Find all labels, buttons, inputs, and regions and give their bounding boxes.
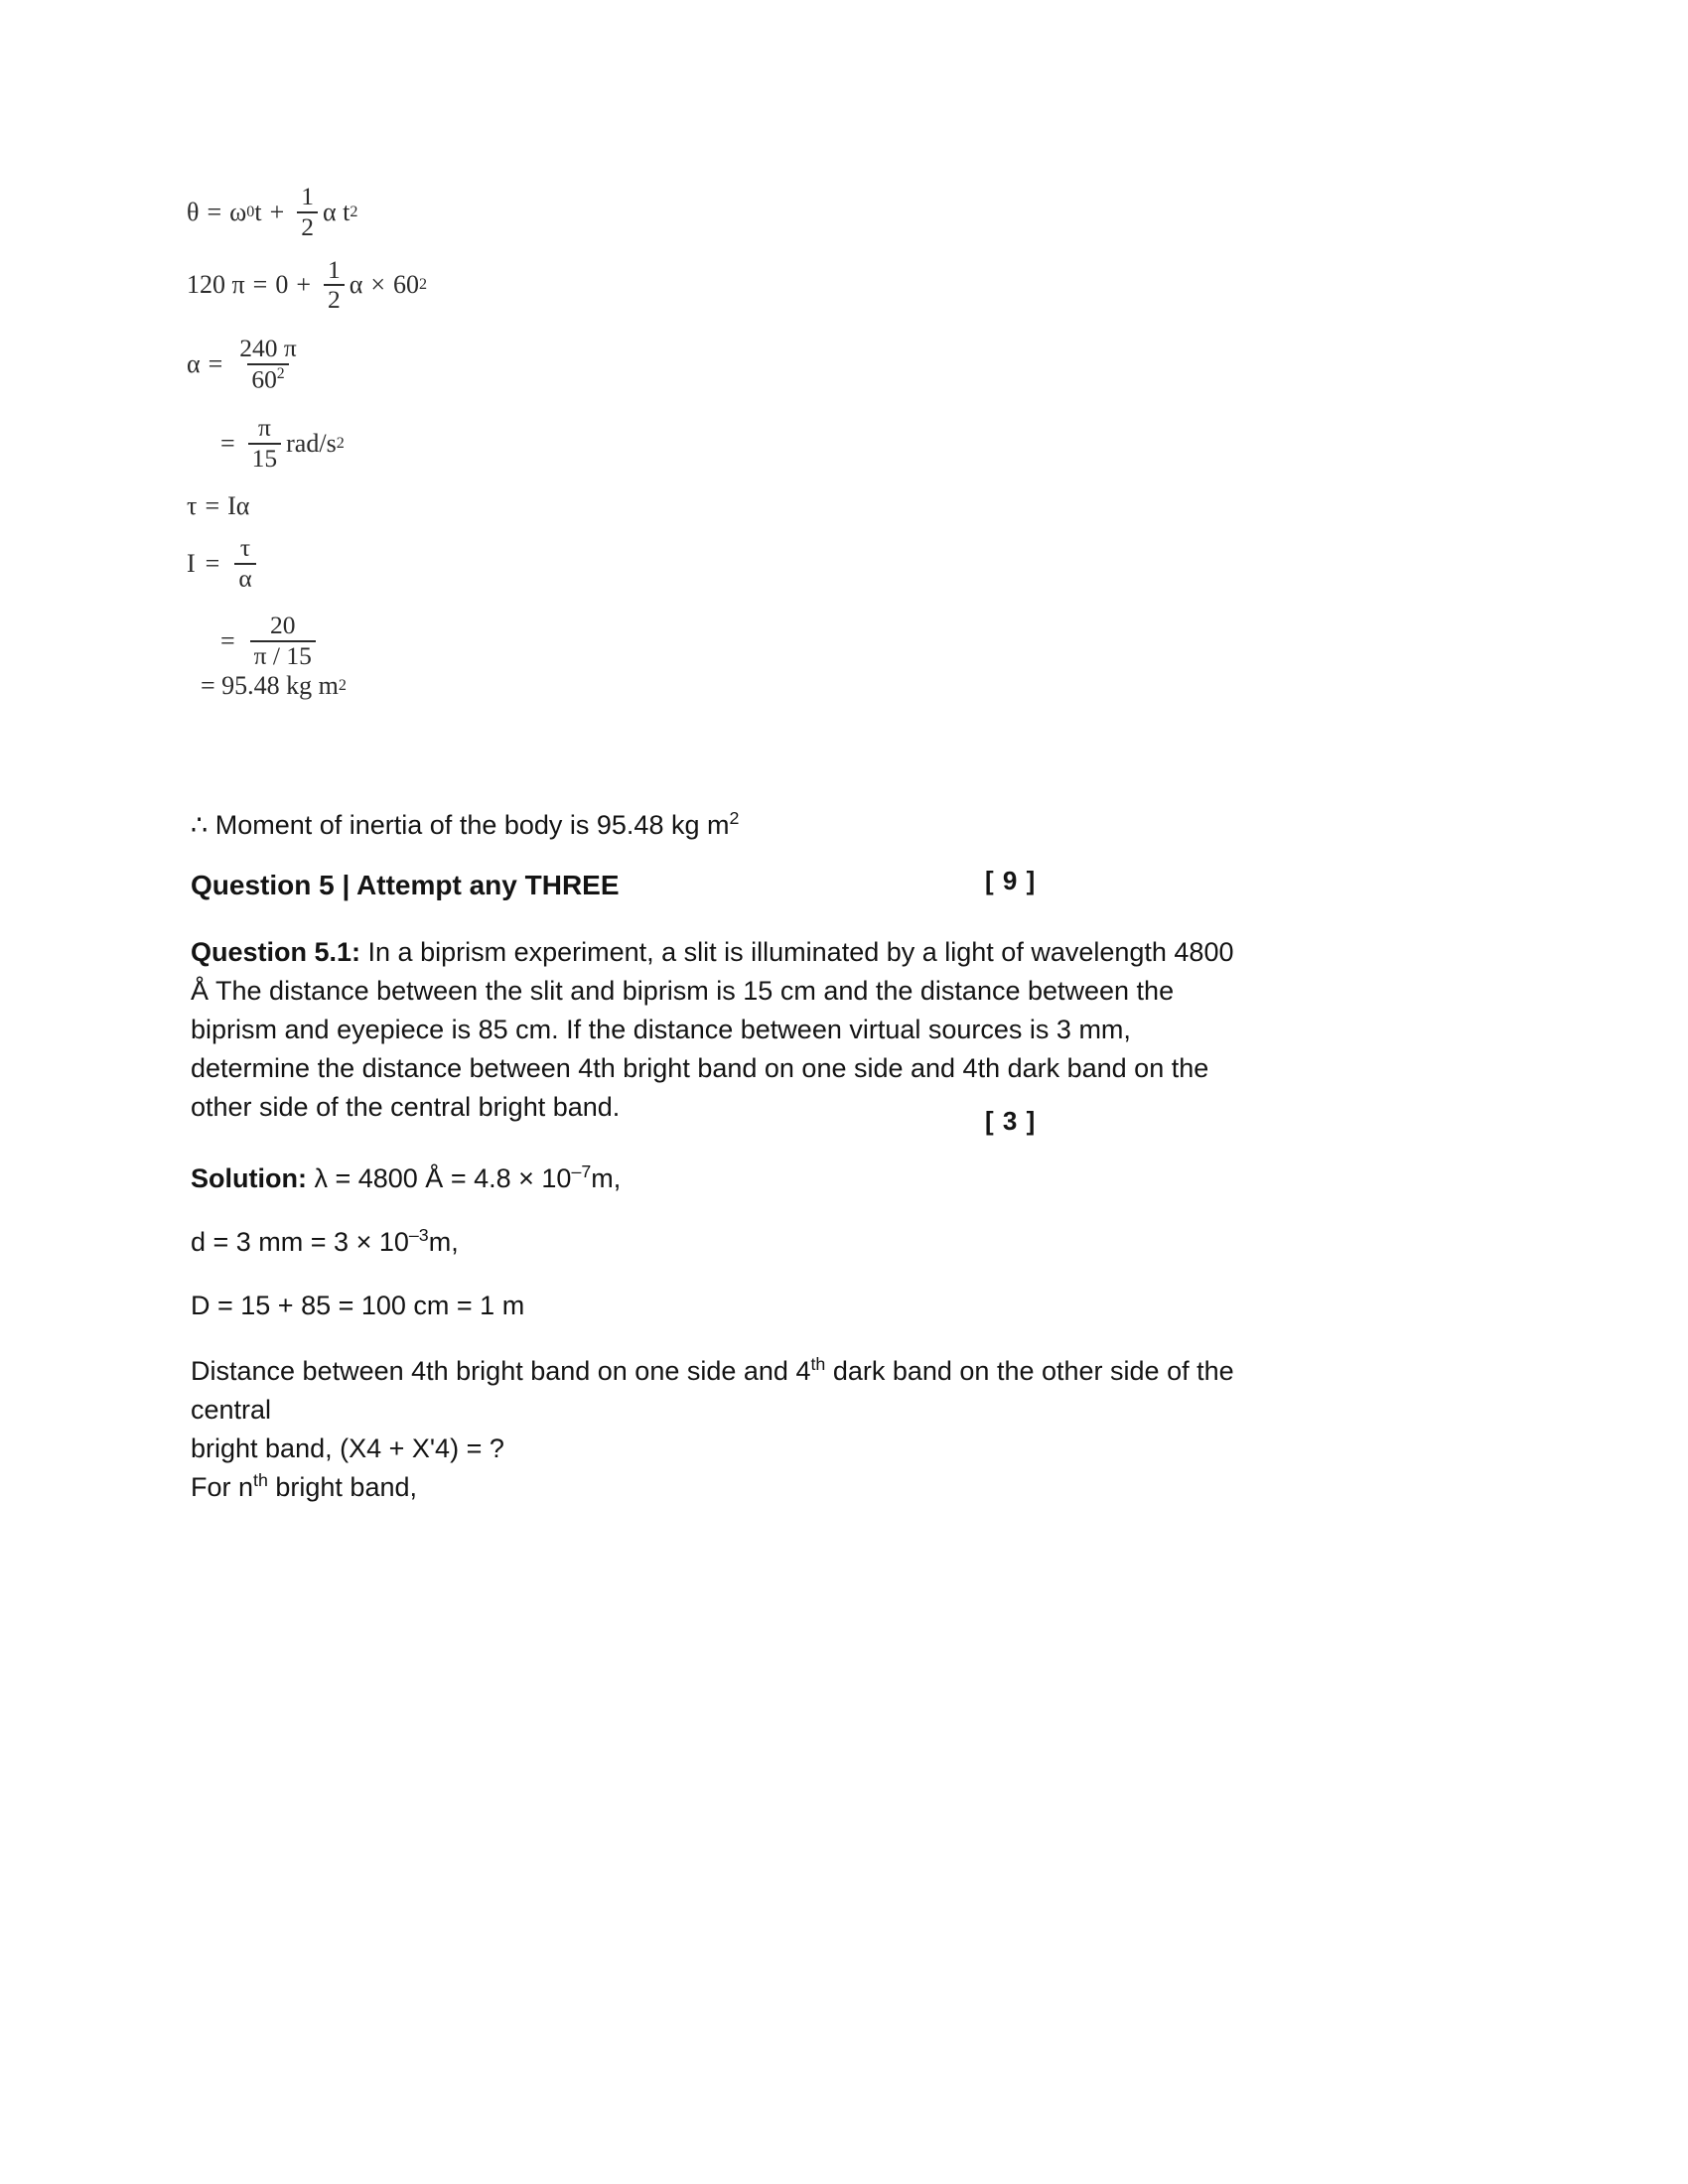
alpha-symbol-2: α bbox=[349, 270, 363, 300]
question-5-1-line-3: biprism and eyepiece is 85 cm. If the distance between virtual sources is 3 mm, bbox=[191, 1014, 1131, 1044]
fraction-one-half bbox=[297, 184, 318, 241]
sixty-squared-exponent: 2 bbox=[419, 276, 428, 294]
solution-bright-band-line: bright band, (X4 + X'4) = ? bbox=[191, 1433, 504, 1463]
question-5-1-marks-value: [ 3 ] bbox=[985, 1106, 1037, 1136]
tau-symbol: τ bbox=[187, 491, 198, 521]
equals-sign-6: = bbox=[205, 549, 220, 579]
question-5-marks-value: [ 9 ] bbox=[985, 866, 1037, 895]
fraction-one-half-2 bbox=[324, 254, 345, 315]
i-alpha-term: Iα bbox=[227, 491, 250, 521]
solution-d-line bbox=[191, 1223, 1462, 1262]
solution-d-suffix: m, bbox=[428, 1227, 459, 1257]
equation-I bbox=[187, 535, 743, 593]
equals-sign: = bbox=[207, 197, 222, 226]
fraction-denominator-pi15: π / 15 bbox=[250, 640, 316, 670]
equals-sign-4: = bbox=[220, 428, 235, 458]
rad-per-s-units: rad/s bbox=[286, 428, 337, 458]
question-5-1-label: Question 5.1: bbox=[191, 937, 361, 967]
solution-D-text: D = 15 + 85 = 100 cm = 1 m bbox=[191, 1291, 525, 1320]
fraction-denominator-15: 15 bbox=[248, 443, 281, 473]
question-5-1-marks bbox=[985, 1106, 1036, 1137]
question-5-1-line-2: Å The distance between the slit and biprism is 15 cm and the distance between the bbox=[191, 975, 1175, 1006]
equals-sign-5: = bbox=[205, 491, 220, 521]
fraction-240pi-over-60sq bbox=[235, 336, 300, 393]
conclusion-text: Moment of inertia of the body is 95.48 kg m bbox=[214, 810, 730, 840]
term-zero: 0 bbox=[275, 270, 289, 300]
alpha-t-term: α t bbox=[322, 197, 351, 226]
conclusion-line bbox=[191, 806, 1462, 845]
therefore-symbol: ∴ bbox=[191, 810, 209, 840]
equation-120pi bbox=[187, 254, 743, 315]
question-5-1-line-4: determine the distance between 4th bright band on one side and 4th dark band on the bbox=[191, 1052, 1209, 1083]
equation-I-substituted bbox=[220, 610, 743, 670]
fraction-denominator: 2 bbox=[297, 211, 318, 241]
fraction-20-over-pi15 bbox=[250, 610, 316, 670]
question-5-marks bbox=[985, 866, 1036, 896]
fraction-numerator-240pi: 240 π bbox=[239, 334, 297, 362]
fraction-tau-over-alpha bbox=[234, 535, 255, 593]
fraction-denominator-alpha: α bbox=[234, 563, 255, 593]
question-5-1-block bbox=[191, 933, 1462, 1126]
equation-theta bbox=[187, 184, 743, 241]
equation-alpha-value bbox=[220, 412, 743, 473]
solution-lambda-suffix: m, bbox=[591, 1163, 622, 1193]
for-nth-prefix: For n bbox=[191, 1471, 254, 1502]
fraction-pi-over-15 bbox=[248, 412, 281, 473]
equation-tau bbox=[187, 493, 743, 519]
solution-label: Solution: bbox=[191, 1163, 307, 1193]
result-exponent: 2 bbox=[338, 677, 347, 695]
solution-lambda-exponent: –7 bbox=[571, 1161, 592, 1181]
question-5-heading bbox=[191, 866, 1462, 905]
rad-units-exponent: 2 bbox=[336, 434, 345, 452]
solution-D-line bbox=[191, 1287, 1462, 1325]
solution-distance-text-a: Distance between 4th bright band on one side and 4 bbox=[191, 1356, 811, 1386]
term-sixty: 60 bbox=[393, 270, 420, 300]
math-derivation-block bbox=[187, 184, 743, 715]
question-5-1-line-5: other side of the central bright band. bbox=[191, 1091, 621, 1122]
sixty-base: 60 bbox=[251, 364, 277, 394]
times-sign: × bbox=[370, 270, 386, 300]
fraction-numerator-2: 1 bbox=[327, 254, 341, 284]
result-text: = 95.48 kg m bbox=[201, 671, 339, 701]
solution-distance-sup: th bbox=[810, 1354, 826, 1374]
question-5-1-text-1: In a biprism experiment, a slit is illuminated by a light of wavelength 4800 bbox=[360, 937, 1234, 967]
equation-I-result bbox=[201, 673, 743, 699]
plus-sign: + bbox=[269, 197, 285, 226]
for-nth-sup: th bbox=[253, 1469, 268, 1490]
equation-alpha bbox=[187, 336, 743, 393]
i-symbol: I bbox=[187, 549, 196, 579]
theta-symbol: θ bbox=[187, 197, 200, 226]
plus-sign-2: + bbox=[296, 270, 311, 300]
fraction-denominator-2: 2 bbox=[324, 284, 345, 314]
solution-distance-text-rest: dark band on the other side of the bbox=[825, 1356, 1234, 1386]
equals-sign-2: = bbox=[252, 270, 268, 300]
solution-d-exponent: –3 bbox=[408, 1225, 429, 1245]
sixty-exponent: 2 bbox=[276, 364, 285, 382]
term-120pi: 120 π bbox=[187, 270, 245, 300]
alpha-symbol-3: α bbox=[187, 348, 201, 378]
solution-for-nth-line bbox=[191, 1468, 1462, 1507]
omega-subscript: 0 bbox=[246, 203, 255, 220]
solution-distance-block bbox=[191, 1352, 1462, 1507]
solution-lambda-line bbox=[191, 1160, 1462, 1198]
fraction-denominator-60sq bbox=[247, 363, 288, 393]
t-squared-exponent: 2 bbox=[350, 203, 358, 220]
conclusion-superscript: 2 bbox=[729, 808, 740, 828]
fraction-numerator: 1 bbox=[301, 182, 314, 210]
for-nth-rest: bright band, bbox=[267, 1471, 417, 1502]
question-5-1-line-1 bbox=[191, 933, 1462, 972]
solution-d-prefix: d = 3 mm = 3 × 10 bbox=[191, 1227, 409, 1257]
fraction-numerator-pi: π bbox=[257, 412, 271, 442]
equals-sign-3: = bbox=[208, 348, 223, 378]
omega-symbol: ω bbox=[229, 197, 247, 226]
fraction-numerator-tau: τ bbox=[239, 533, 251, 563]
solution-distance-line-2: central bbox=[191, 1394, 272, 1425]
question-5-heading-label: Question 5 | Attempt any THREE bbox=[191, 870, 620, 900]
fraction-numerator-20: 20 bbox=[270, 610, 296, 639]
equals-sign-7: = bbox=[220, 625, 235, 655]
t-symbol: t bbox=[254, 197, 262, 226]
solution-lambda-prefix: λ = 4800 Å = 4.8 × 10 bbox=[306, 1163, 572, 1193]
solution-distance-line-1 bbox=[191, 1352, 1462, 1391]
